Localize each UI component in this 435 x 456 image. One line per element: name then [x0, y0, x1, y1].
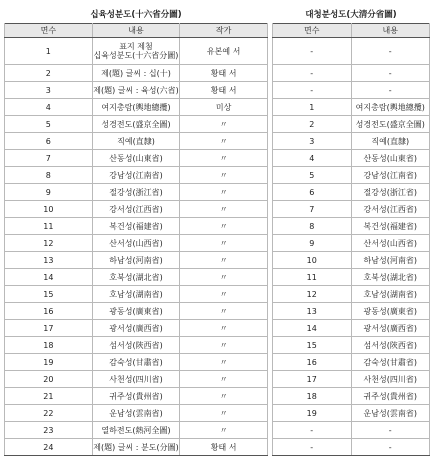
content-cell — [92, 405, 180, 422]
content-cell: - — [351, 82, 430, 99]
content-cell — [92, 38, 180, 65]
content-cell — [92, 371, 180, 388]
author-cell: 미상 — [180, 99, 268, 116]
content-cell — [92, 65, 180, 82]
content-cell — [92, 201, 180, 218]
left-table-title: 십육성분도(十六省分圖) — [90, 10, 182, 20]
page-number-cell: 23 — [5, 422, 93, 439]
table-row — [273, 235, 430, 252]
page-number-cell: 22 — [5, 405, 93, 422]
table-row — [5, 405, 268, 422]
page-number-cell: 19 — [273, 405, 352, 422]
author-cell: 〃 — [180, 422, 268, 439]
table-row — [5, 38, 268, 65]
page-number-cell: 9 — [273, 235, 352, 252]
content-line: 복건성(福建省) — [109, 221, 163, 231]
table-row — [5, 150, 268, 167]
table-row — [273, 116, 430, 133]
author-cell: 〃 — [180, 235, 268, 252]
page-number-cell: 11 — [273, 269, 352, 286]
content-cell: 섬서성(陝西省) — [351, 337, 430, 354]
page-number-cell: 6 — [273, 184, 352, 201]
sixteen-provinces-table — [4, 8, 268, 456]
content-cell: 여지총람(輿地總攬) — [351, 99, 430, 116]
content-cell — [92, 303, 180, 320]
table-row — [273, 82, 430, 99]
table-row — [5, 184, 268, 201]
content-line: 여지총람(輿地總攬) — [101, 102, 171, 112]
right-header-row — [273, 24, 430, 38]
table-row — [5, 167, 268, 184]
content-cell — [92, 167, 180, 184]
content-line: 십육성분도(十六省分圖) — [93, 51, 179, 60]
content-cell — [92, 99, 180, 116]
content-line: 제(題) 글씨 : 십(十) — [101, 68, 171, 78]
content-cell: - — [351, 65, 430, 82]
content-cell: 광서성(廣西省) — [351, 320, 430, 337]
content-line: 사천성(四川省) — [109, 374, 163, 384]
content-cell — [92, 82, 180, 99]
table-row — [5, 252, 268, 269]
content-cell — [92, 150, 180, 167]
page-number-cell: 14 — [5, 269, 93, 286]
page-number-cell: 20 — [5, 371, 93, 388]
page-number-cell: - — [273, 65, 352, 82]
table-row — [273, 405, 430, 422]
content-line: 호북성(湖北省) — [109, 272, 163, 282]
page-number-cell: 7 — [5, 150, 93, 167]
page-number-cell: 12 — [273, 286, 352, 303]
content-line: 광동성(廣東省) — [109, 306, 163, 316]
left-table-body — [5, 24, 268, 456]
content-cell: - — [351, 38, 430, 65]
table-row — [273, 252, 430, 269]
content-line: 귀주성(貴州省) — [109, 391, 163, 401]
page-number-cell: 1 — [273, 99, 352, 116]
author-cell: 〃 — [180, 150, 268, 167]
content-line: 절강성(浙江省) — [109, 187, 163, 197]
page-number-cell: 16 — [273, 354, 352, 371]
left-header-author: 작가 — [180, 24, 268, 38]
author-cell: 〃 — [180, 354, 268, 371]
table-row — [273, 150, 430, 167]
content-line: 운남성(雲南省) — [109, 408, 163, 418]
content-cell: - — [351, 439, 430, 456]
page-number-cell: 14 — [273, 320, 352, 337]
qing-provinces-table — [272, 8, 430, 456]
page-number-cell: 16 — [5, 303, 93, 320]
content-cell: 직예(直隸) — [351, 133, 430, 150]
table-row — [5, 422, 268, 439]
page-number-cell: 11 — [5, 218, 93, 235]
table-row — [5, 320, 268, 337]
page-number-cell: 8 — [5, 167, 93, 184]
content-line: 산동성(山東省) — [109, 153, 163, 163]
right-header-content: 내용 — [351, 24, 430, 38]
page-number-cell: - — [273, 439, 352, 456]
page-number-cell: 1 — [5, 38, 93, 65]
table-row — [273, 218, 430, 235]
right-table-body — [273, 24, 430, 456]
page-number-cell: 10 — [273, 252, 352, 269]
page-number-cell: 6 — [5, 133, 93, 150]
page-number-cell: 18 — [5, 337, 93, 354]
content-cell — [92, 320, 180, 337]
page-number-cell: 8 — [273, 218, 352, 235]
page-number-cell: 10 — [5, 201, 93, 218]
content-line: 표지 제첨 — [119, 42, 153, 51]
table-row — [273, 201, 430, 218]
table-row — [273, 303, 430, 320]
content-cell: 산동성(山東省) — [351, 150, 430, 167]
author-cell: 〃 — [180, 116, 268, 133]
page-number-cell: 4 — [273, 150, 352, 167]
table-row — [5, 439, 268, 456]
page-number-cell: - — [273, 82, 352, 99]
page-number-cell: 19 — [5, 354, 93, 371]
content-cell — [92, 337, 180, 354]
content-cell: 광동성(廣東省) — [351, 303, 430, 320]
table-row — [5, 235, 268, 252]
right-header-page: 면수 — [273, 24, 352, 38]
content-cell: 강남성(江南省) — [351, 167, 430, 184]
table-row — [273, 269, 430, 286]
content-line: 제(題) 글씨 : 분도(分圖) — [93, 442, 179, 452]
author-cell: 〃 — [180, 167, 268, 184]
right-table-title: 대청분성도(大淸分省圖) — [305, 10, 397, 20]
page-number-cell: 17 — [5, 320, 93, 337]
content-line: 강남성(江南省) — [109, 170, 163, 180]
table-row — [273, 388, 430, 405]
author-cell: 〃 — [180, 303, 268, 320]
content-line: 강서성(江西省) — [109, 204, 163, 214]
table-row — [273, 133, 430, 150]
content-line: 제(題) 글씨 : 육성(六省) — [93, 85, 179, 95]
content-line: 열하전도(熱河全圖) — [101, 425, 171, 435]
page-number-cell: 12 — [5, 235, 93, 252]
author-cell: 황태 서 — [180, 439, 268, 456]
content-cell: 산서성(山西省) — [351, 235, 430, 252]
content-cell — [92, 235, 180, 252]
table-row — [5, 201, 268, 218]
content-cell: 사천성(四川省) — [351, 371, 430, 388]
content-cell: 하남성(河南省) — [351, 252, 430, 269]
content-cell: 호남성(湖南省) — [351, 286, 430, 303]
content-line: 섬서성(陝西省) — [109, 340, 163, 350]
page-number-cell: 9 — [5, 184, 93, 201]
table-row — [5, 303, 268, 320]
table-row — [273, 38, 430, 65]
author-cell: 〃 — [180, 337, 268, 354]
content-line: 성경전도(盛京全圖) — [101, 119, 171, 129]
author-cell: 〃 — [180, 371, 268, 388]
content-cell — [92, 133, 180, 150]
content-cell — [92, 422, 180, 439]
author-cell: 〃 — [180, 320, 268, 337]
author-cell: 황태 서 — [180, 65, 268, 82]
table-row — [5, 218, 268, 235]
page-number-cell: 24 — [5, 439, 93, 456]
table-row — [273, 371, 430, 388]
content-line: 호남성(湖南省) — [109, 289, 163, 299]
page-number-cell: 3 — [273, 133, 352, 150]
content-cell: 호북성(湖北省) — [351, 269, 430, 286]
author-cell: 〃 — [180, 269, 268, 286]
page-number-cell: 15 — [273, 337, 352, 354]
page-number-cell: 3 — [5, 82, 93, 99]
table-row — [5, 269, 268, 286]
page-number-cell: - — [273, 38, 352, 65]
table-row — [5, 388, 268, 405]
author-cell: 〃 — [180, 388, 268, 405]
content-cell — [92, 116, 180, 133]
left-header-page: 면수 — [5, 24, 93, 38]
content-cell: 강서성(江西省) — [351, 201, 430, 218]
table-row — [273, 167, 430, 184]
table-row — [273, 354, 430, 371]
content-cell: 귀주성(貴州省) — [351, 388, 430, 405]
content-line: 직예(直隸) — [117, 136, 155, 146]
page-number-cell: 4 — [5, 99, 93, 116]
author-cell: 〃 — [180, 184, 268, 201]
content-cell — [92, 184, 180, 201]
table-row — [273, 99, 430, 116]
page-number-cell: 17 — [273, 371, 352, 388]
table-row — [273, 422, 430, 439]
content-cell: - — [351, 422, 430, 439]
table-row — [5, 116, 268, 133]
author-cell: 유본예 서 — [180, 38, 268, 65]
table-row — [5, 354, 268, 371]
author-cell: 〃 — [180, 133, 268, 150]
left-header-row — [5, 24, 268, 38]
page-number-cell: 15 — [5, 286, 93, 303]
content-line: 하남성(河南省) — [109, 255, 163, 265]
page-number-cell: 5 — [5, 116, 93, 133]
content-cell: 감숙성(甘肅省) — [351, 354, 430, 371]
content-cell: 절강성(浙江省) — [351, 184, 430, 201]
table-row — [273, 65, 430, 82]
table-row — [273, 286, 430, 303]
author-cell: 〃 — [180, 405, 268, 422]
content-cell — [92, 388, 180, 405]
table-row — [5, 82, 268, 99]
content-cell — [92, 218, 180, 235]
table-row — [5, 286, 268, 303]
page-number-cell: 5 — [273, 167, 352, 184]
table-row — [273, 439, 430, 456]
page-number-cell: 7 — [273, 201, 352, 218]
content-line: 산서성(山西省) — [109, 238, 163, 248]
content-cell: 성경전도(盛京全圖) — [351, 116, 430, 133]
content-cell — [92, 439, 180, 456]
content-cell — [92, 286, 180, 303]
content-line: 감숙성(甘肅省) — [109, 357, 163, 367]
page-number-cell: 13 — [5, 252, 93, 269]
content-cell: 복건성(福建省) — [351, 218, 430, 235]
page-number-cell: 21 — [5, 388, 93, 405]
table-row — [273, 320, 430, 337]
page-number-cell: 18 — [273, 388, 352, 405]
table-row — [5, 133, 268, 150]
author-cell: 황태 서 — [180, 82, 268, 99]
table-row — [273, 337, 430, 354]
page-number-cell: 2 — [5, 65, 93, 82]
content-line: 광서성(廣西省) — [109, 323, 163, 333]
table-row — [5, 65, 268, 82]
table-row — [5, 371, 268, 388]
content-cell — [92, 354, 180, 371]
author-cell: 〃 — [180, 286, 268, 303]
page-number-cell: 13 — [273, 303, 352, 320]
table-row — [5, 337, 268, 354]
content-cell — [92, 269, 180, 286]
page-number-cell: - — [273, 422, 352, 439]
table-row — [5, 99, 268, 116]
author-cell: 〃 — [180, 218, 268, 235]
left-header-content: 내용 — [92, 24, 180, 38]
page-number-cell: 2 — [273, 116, 352, 133]
author-cell: 〃 — [180, 201, 268, 218]
author-cell: 〃 — [180, 252, 268, 269]
content-cell — [92, 252, 180, 269]
table-row — [273, 184, 430, 201]
content-cell: 운남성(雲南省) — [351, 405, 430, 422]
